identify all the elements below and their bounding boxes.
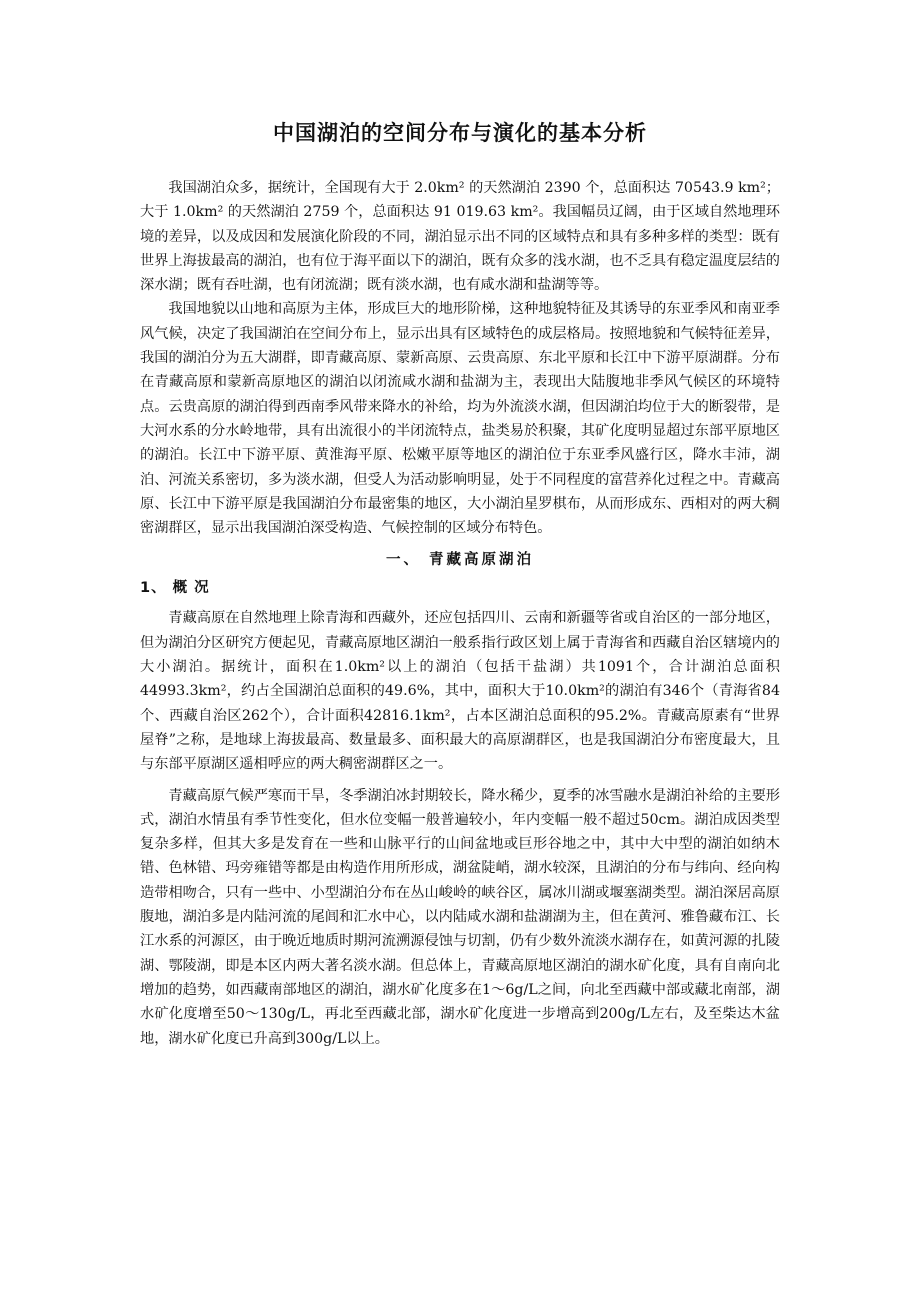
document-title: 中国湖泊的空间分布与演化的基本分析 (273, 121, 647, 145)
body-paragraph-1: 青藏高原在自然地理上除青海和西藏外，还应包括四川、云南和新疆等省或自治区的一部分地区，但为湖泊分区研究方便起见，青藏高原地区湖泊一般系指行政区划上属于青海省和西藏自治区辖境内的大小湖泊。据统计，面积在1.0km²以上的湖泊（包括干盐湖）共1091个，合计湖泊总面积44993.3km²，约占全国湖泊总面积的49.6%，其中，面积大于10.0km²的湖泊有346个（青海省84个、西藏自治区262个），合计面积42816.1km²，占本区湖泊总面积的95.2%。青藏高原素有“世界屋脊”之称，是地球上海拔最高、数量最多、面积最大的高原湖群区，也是我国湖泊分布密度最大，且与东部平原湖区遥相呼应的两大稠密湖群区之一。 (140, 610, 780, 773)
intro-paragraph-1: 我国湖泊众多，据统计，全国现有大于 2.0km² 的天然湖泊 2390 个，总面积达 70543.9 km²；大于 1.0km² 的天然湖泊 2759 个，总面积达 91 019.63 km²。我国幅员辽阔，由于区域自然地理环境的差异，以及成因和发展演化阶段的不同，湖泊显示出不同的区域特点和具有多种多样的类型：既有世界上海拔最高的湖泊，也有位于海平面以下的湖泊，既有众多的浅水湖，也不乏具有稳定温度层结的深水湖；既有吞吐湖，也有闭流湖；既有淡水湖，也有咸水湖和盐湖等等。 (140, 180, 780, 294)
intro-paragraph-2: 我国地貌以山地和高原为主体，形成巨大的地形阶梯，这种地貌特征及其诱导的东亚季风和南亚季风气候，决定了我国湖泊在空间分布上，显示出具有区域特色的成层格局。按照地貌和气候特征差异，我国的湖泊分为五大湖群，即青藏高原、蒙新高原、云贵高原、东北平原和长江中下游平原湖群。分布在青藏高原和蒙新高原地区的湖泊以闭流咸水湖和盐湖为主，表现出大陆腹地非季风气候区的环境特点。云贵高原的湖泊得到西南季风带来降水的补给，均为外流淡水湖，但因湖泊均位于大的断裂带，是大河水系的分水岭地带，具有出流很小的半闭流特点，盐类易於积聚，其矿化度明显超过东部平原地区的湖泊。长江中下游平原、黄淮海平原、松嫩平原等地区的湖泊位于东亚季风盛行区，降水丰沛，湖泊、河流关系密切，多为淡水湖，但受人为活动影响明显，处于不同程度的富营养化过程之中。青藏高原、长江中下游平原是我国湖泊分布最密集的地区，大小湖泊星罗棋布，从而形成东、西相对的两大稠密湖群区，显示出我国湖泊深受构造、气候控制的区域分布特色。 (140, 301, 780, 537)
body-paragraph-2: 青藏高原气候严寒而干旱，冬季湖泊冰封期较长，降水稀少，夏季的冰雪融水是湖泊补给的主要形式，湖泊水情虽有季节性变化，但水位变幅一般普遍较小，年内变幅一般不超过50cm。湖泊成因类型复杂多样，但其大多是发育在一些和山脉平行的山间盆地或巨形谷地之中，其中大中型的湖泊如纳木错、色林错、玛旁雍错等都是由构造作用所形成，湖盆陡峭，湖水较深，且湖泊的分布与纬向、经向构造带相吻合，只有一些中、小型湖泊分布在丛山峻岭的峡谷区，属冰川湖或堰塞湖类型。湖泊深居高原腹地，湖泊多是内陆河流的尾闾和汇水中心，以内陆咸水湖和盐湖湖为主，但在黄河、雅鲁藏布江、长江水系的河源区，由于晚近地质时期河流溯源侵蚀与切割，仍有少数外流淡水湖存在，如黄河源的扎陵湖、鄂陵湖，即是本区内两大著名淡水湖。但总体上，青藏高原地区湖泊的湖水矿化度，具有自南向北增加的趋势，如西藏南部地区的湖泊，湖水矿化度多在1～6g/L之间，向北至西藏中部或藏北南部，湖水矿化度增至50～130g/L，再北至西藏北部，湖水矿化度进一步增高到200g/L左右，及至柴达木盆地，湖水矿化度已升高到300g/L以上。 (140, 787, 780, 1047)
paragraph-gap (140, 777, 780, 784)
document-page (140, 118, 780, 1051)
section-heading: 一、 青藏高原湖泊 (385, 552, 535, 569)
sub-heading: 1、 概 况 (140, 580, 210, 597)
